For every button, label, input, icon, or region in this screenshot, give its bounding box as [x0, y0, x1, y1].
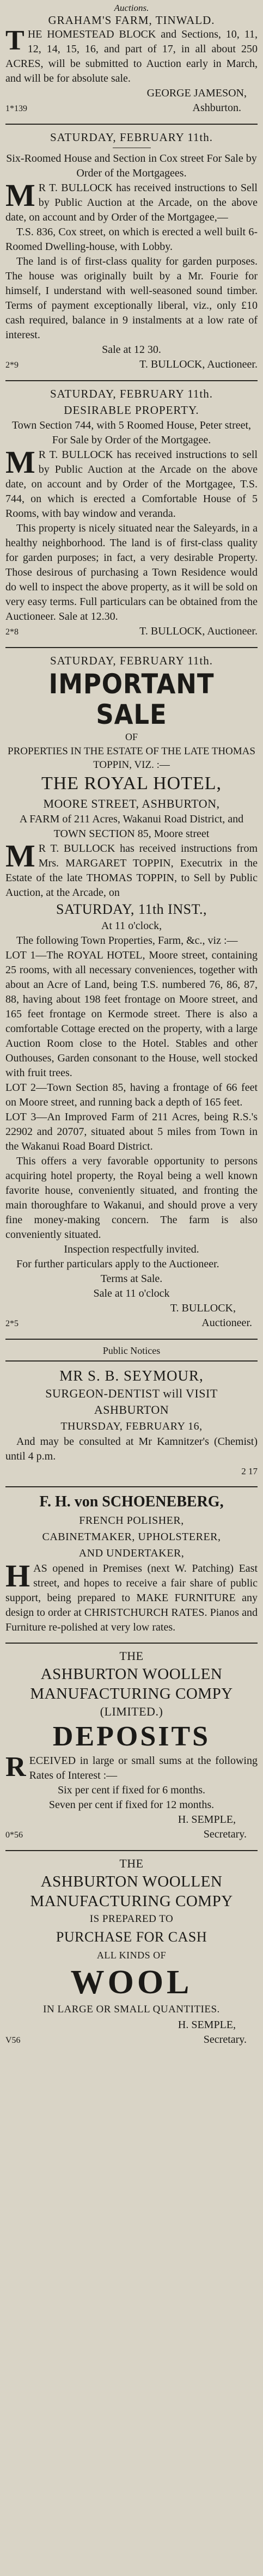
ad-title: F. H. von SCHOENEBERG,	[39, 1493, 224, 1510]
divider	[5, 1339, 258, 1340]
signer: GEORGE JAMESON,	[146, 87, 247, 99]
property-detail: This property is nicely situated near the Saleyards, in a healthy neighborhood. The land is of first-class quality for garden purposes; in fact, a very desirable Property. Those desirous of purchasing a Town Residence would do well to inspect the above property, as it will be sold on very easy terms. Full particulars can be obtained from the Auctioneer. Sale at 12.30.	[5, 522, 258, 622]
seymour-ad	[5, 1366, 258, 1483]
opportunity-text: This offers a very favorable opportunity to persons acquiring hotel property, the Royal being a well known favorite house, conveniently situated, and fronting the main thoroughfare to Wakanui, and should prove a very fine money-making concern. The farm is also conveniently situated.	[5, 1155, 258, 1241]
ad-body	[5, 1751, 258, 1783]
signer-role: Secretary.	[203, 1828, 247, 1840]
wool-ad	[5, 1855, 258, 2052]
hotel-street: MOORE STREET, ASHBURTON,	[43, 797, 220, 810]
divider	[5, 1643, 258, 1644]
lot-2: LOT 2—Town Section 85, having a frontage of 66 feet on Moore street, and running back a depth of 165 feet.	[5, 1082, 258, 1108]
quantities-line: IN LARGE OR SMALL QUANTITIES.	[43, 2004, 220, 2015]
drop-cap: T	[5, 25, 25, 56]
limited-label: (LIMITED.)	[100, 1705, 163, 1718]
rate-six: Six per cent if fixed for 6 months.	[57, 1784, 206, 1796]
important-sale-heading: IMPORTANT SALE	[48, 668, 215, 730]
section-label: Auctions.	[114, 3, 149, 13]
signer-role: Secretary.	[203, 2034, 247, 2046]
desirable-property-ad	[5, 386, 258, 644]
the-label: THE	[119, 1649, 144, 1663]
ad-intro: Six-Roomed House and Section in Cox street For Sale by Order of the Mortgagees.	[6, 152, 257, 179]
divider	[5, 647, 258, 648]
ad-body	[5, 444, 258, 521]
trade-line-1: FRENCH POLISHER,	[79, 1515, 184, 1527]
sig-row	[5, 101, 258, 116]
ad-body	[5, 1558, 258, 1635]
grahams-farm-ad	[5, 13, 258, 120]
ad-intro: Town Section 744, with 5 Roomed House, Peter street, For Sale by Order of the Mortgagee.	[11, 419, 252, 446]
following-line: The following Town Properties, Farm, &c., viz :—	[16, 935, 238, 947]
signer-role: Auctioneer.	[201, 1317, 252, 1329]
drop-cap: H	[5, 1558, 30, 1594]
the-label: THE	[119, 1857, 144, 1870]
ad-body	[5, 27, 258, 86]
sale-time: Sale at 12 30.	[102, 344, 161, 356]
ad-code: 0*56	[5, 1830, 23, 1840]
sig-row	[5, 624, 258, 639]
place: Ashburton.	[192, 102, 241, 114]
public-notices-label: Public Notices	[102, 1345, 161, 1356]
sig-row	[5, 1316, 258, 1331]
company-name: ASHBURTON WOOLLEN MANUFACTURING COMPY	[30, 1665, 233, 1702]
signer: H. SEMPLE,	[178, 2019, 236, 2031]
farm-line: A FARM of 211 Acres, Wakanui Road District, and TOWN SECTION 85, Moore street	[19, 813, 244, 840]
ad-date: SATURDAY, FEBRUARY 11th.	[50, 131, 213, 144]
divider	[5, 1850, 258, 1851]
signer: H. SEMPLE,	[178, 1814, 236, 1826]
toppin-estate-ad	[5, 652, 258, 1335]
divider	[5, 1360, 258, 1362]
ad-code: V56	[5, 2036, 21, 2045]
estate-line: PROPERTIES IN THE ESTATE OF THE LATE THOMAS TOPPIN, VIZ. :—	[8, 746, 255, 771]
ad-code: 2*9	[5, 361, 19, 370]
signer: T. BULLOCK, Auctioneer.	[139, 358, 258, 370]
ad-text: ECEIVED in large or small sums at the following Rates of Interest :—	[29, 1755, 258, 1781]
ad-text: AS opened in Premises (next W. Patching) East street, and hopes to receive a fair share of public support, being prepared to MAKE FURNITURE any design to order at CHRISTCHURCH RATES. Pianos and Furniture re-polished at very low rates.	[5, 1562, 258, 1633]
ad-title: GRAHAM'S FARM, TINWALD.	[48, 14, 215, 27]
ad-body	[5, 838, 258, 900]
sale-at-line: Sale at 11 o'clock	[93, 1287, 170, 1299]
wool-heading: WOOL	[70, 1964, 193, 2001]
signer: T. BULLOCK, Auctioneer.	[139, 625, 258, 637]
divider	[5, 1486, 258, 1487]
drop-cap: M	[5, 838, 35, 874]
ad-subhead: DESIRABLE PROPERTY.	[64, 404, 199, 417]
hotel-name: THE ROYAL HOTEL,	[41, 773, 222, 793]
ad-code: 2*5	[5, 1319, 19, 1328]
ad-text: R T. BULLOCK has received instructions to Sell by Public Auction at the Arcade, on the above date, on account and by Order of the Mortgagee,—	[5, 182, 258, 223]
visit-place: ASHBURTON	[94, 1403, 169, 1417]
drop-cap: R	[5, 1751, 26, 1783]
divider	[5, 124, 258, 125]
sig-row	[5, 1827, 258, 1842]
all-kinds-line: ALL KINDS OF	[96, 1950, 167, 1961]
rate-seven: Seven per cent if fixed for 12 months.	[48, 1799, 215, 1811]
trade-line-3: AND UNDERTAKER,	[78, 1547, 185, 1559]
ad-code: 2 17	[241, 1466, 258, 1476]
ad-code: 2*8	[5, 627, 19, 637]
terms-line: Terms at Sale.	[100, 1273, 163, 1285]
lot-3: LOT 3—An Improved Farm of 211 Acres, being R.S.'s 22902 and 20707, situated about 5 miles from Town in the Wakanui Road Board District.	[5, 1111, 258, 1152]
drop-cap: M	[5, 444, 35, 480]
ad-text: R T. BULLOCK has received instructions from Mrs. MARGARET TOPPIN, Executrix in the Estate of the late THOMAS TOPPIN, to Sell by Public Auction, at the Arcade, on	[5, 843, 258, 899]
of-label: OF	[125, 731, 138, 742]
ad-date: SATURDAY, FEBRUARY 11th.	[50, 654, 213, 667]
drop-cap: M	[5, 178, 35, 213]
dentist-line: SURGEON-DENTIST will VISIT	[45, 1387, 218, 1400]
sale-hour: At 11 o'clock,	[101, 920, 162, 932]
ad-text: HE HOMESTEAD BLOCK and Sections, 10, 11, 12, 14, 15, 16, and part of 17, in all about 250 ACRES, will be submitted to Auction early in March, and will be for absolute sale.	[5, 28, 258, 84]
ad-text: R T. BULLOCK has received instructions to sell by Public Auction at the Arcade on the above date, on account and by Order of the Mortgagee, T.S. 744, on which is erected a Comfortable House of 5 Rooms, with bay window and veranda.	[5, 449, 258, 520]
ad-code: 1*139	[5, 104, 27, 113]
cox-street-ad	[5, 129, 258, 377]
schoeneberg-ad	[5, 1492, 258, 1639]
sale-date: SATURDAY, 11th INST.,	[56, 901, 207, 917]
sig-row	[5, 2032, 258, 2048]
prepared-line: IS PREPARED TO	[89, 1913, 174, 1925]
purchase-line: PURCHASE FOR CASH	[56, 1929, 207, 1945]
lot-description: T.S. 836, Cox street, on which is erected a well built 6-Roomed Dwelling-house, with Lobby.	[5, 226, 258, 253]
inspection-line: Inspection respectfully invited.	[64, 1243, 199, 1255]
ad-date: SATURDAY, FEBRUARY 11th.	[50, 387, 213, 400]
signer: T. BULLOCK,	[170, 1302, 236, 1314]
particulars-line: For further particulars apply to the Auctioneer.	[16, 1258, 219, 1270]
divider	[5, 380, 258, 381]
ad-title: MR S. B. SEYMOUR,	[59, 1368, 204, 1384]
ad-body	[5, 178, 258, 225]
trade-line-2: CABINETMAKER, UPHOLSTERER,	[42, 1531, 221, 1543]
sig-row	[5, 357, 258, 373]
lot-1: LOT 1—The ROYAL HOTEL, Moore street, containing 25 rooms, with all necessary conveniences, together with about an Acre of Land, being T.S. numbered 76, 86, 87, 88, having about 198 feet frontage on Moore street, and 165 feet frontage on Kermode street. There is also a comfortable Cottage erected on the property, with a large Auction Room close to the Hotel. Stables and other Outhouses, Garden consonant to the House, well stocked with fruit trees.	[5, 949, 258, 1079]
deposits-ad	[5, 1648, 258, 1847]
deposits-heading: DEPOSITS	[52, 1721, 211, 1752]
company-name: ASHBURTON WOOLLEN MANUFACTURING COMPY	[30, 1873, 233, 1910]
ad-body: And may be consulted at Mr Kamnitzer's (Chemist) until 4 p.m.	[5, 1436, 258, 1462]
visit-date: THURSDAY, FEBRUARY 16,	[60, 1420, 203, 1432]
land-description: The land is of first-class quality for garden purposes. The house was originally built by a Mr. Fourie for himself, I understand with well-seasoned sound timber. Terms of payment exceptionally liberal, viz., only £10 cash required, balance in 9 instalments at a low rate of interest.	[5, 255, 258, 341]
